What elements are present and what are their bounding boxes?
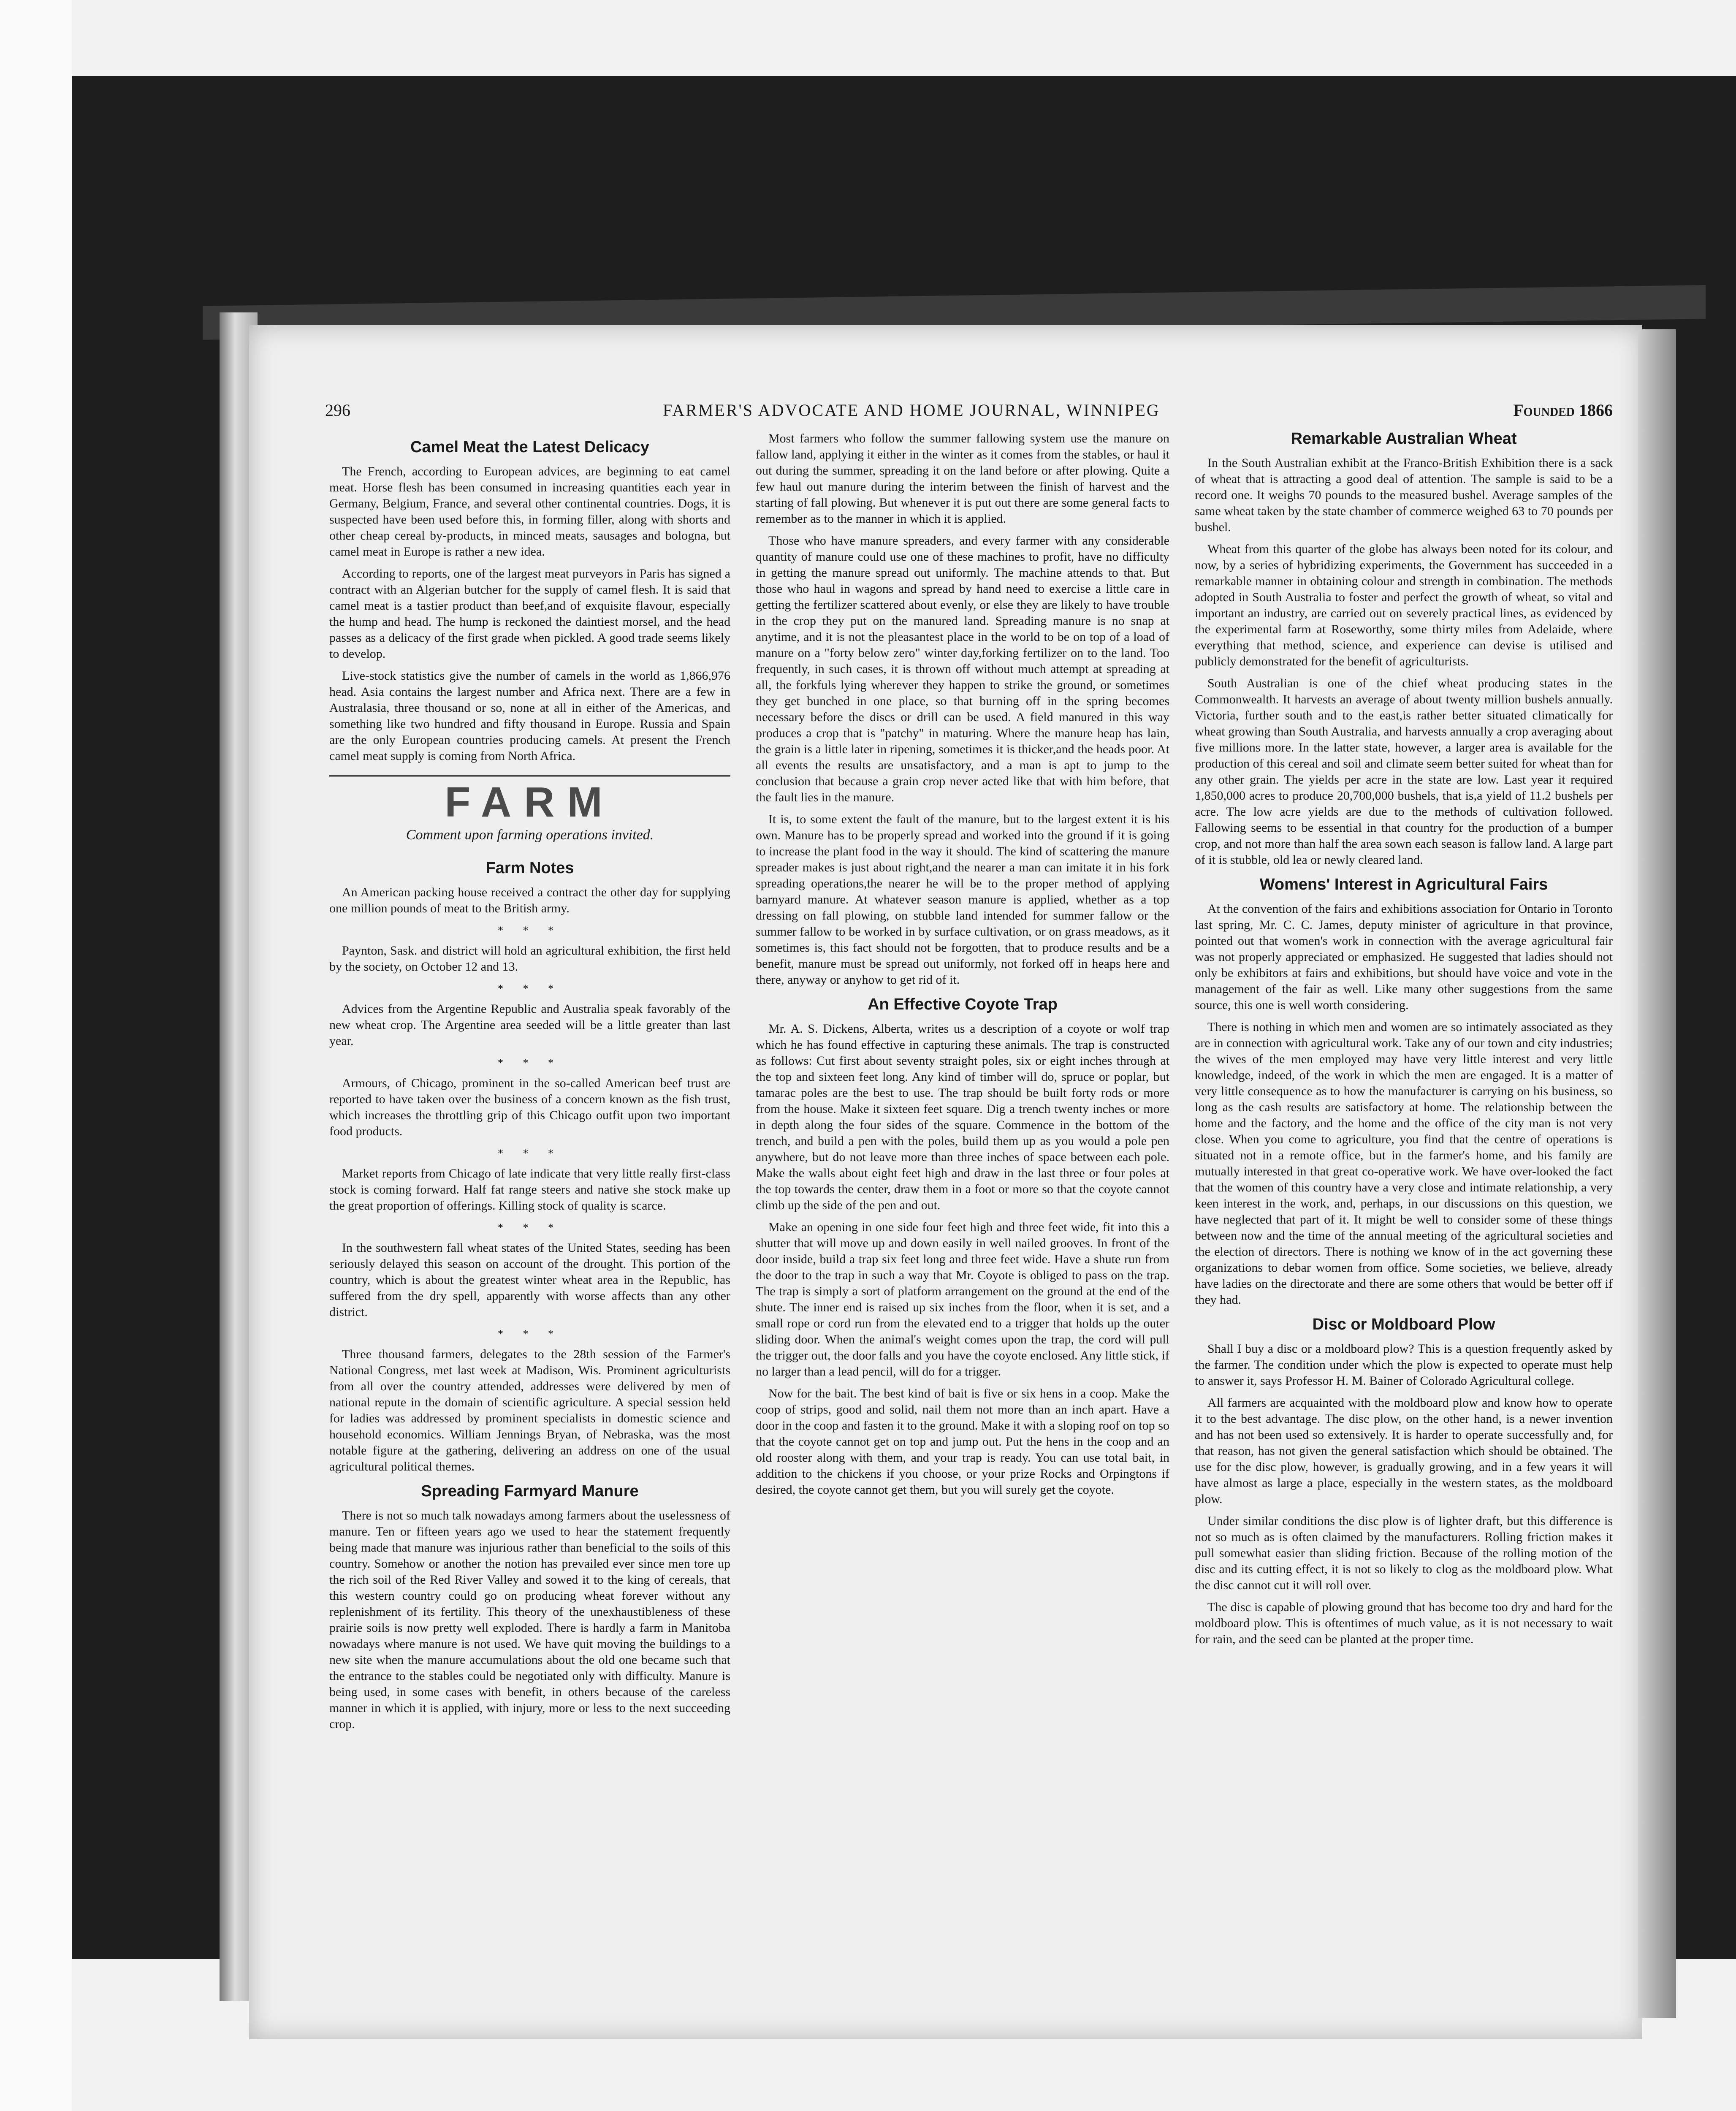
paragraph: It is, to some extent the fault of the manure, but to the largest extent it is his own. Manure has to be properly spread and worked into the ground if it is going to increase the plant food in the way it should. The kind of scattering the manure spreader makes is just about right,and the nearer a man can imitate it in his fork spreading operations,the nearer he will be to the proper method of applying barnyard manure. At whatever season manure is applied, whether as a top dressing on fall plowing, on stubble land intended for summer fallow or the summer fallow to be worked in by surface cultivation, or on grass meadows, as it sometimes is, this fact should not be forgotten, that to produce results and be a benefit, manure must be spread out uniformly, not forked off in heaps here and there, anyway or anyhow to get rid of it. (756, 812, 1169, 987)
article-title: Disc or Moldboard Plow (1312, 1316, 1495, 1333)
paragraph: Market reports from Chicago of late indicate that very little really first-class stock is coming forward. Half fat range steers and native she stock make up the great proportion of offerings. Killing stock of quality is scarce. (329, 1167, 730, 1213)
paragraph: South Australian is one of the chief wheat producing states in the Commonwealth. It harvests an average of about twenty million bushels annually. Victoria, further south and to the east,is rather better situated climatically for wheat growing than South Australia, and harvests annually a crop averaging about five millions more. In the latter state, however, a larger area is available for the production of this cereal and soil and climate seem better suited for wheat than for any other grain. The yields per acre in the state are low. Last year it required 1,850,000 acres to produce 20,700,000 bushels, that is,a yield of 11.2 bushels per acre. The low acre yields are due to the methods of cultivation followed. Fallowing seems to be essential in that country for the production of a bumper crop, and not more than half the area sown each season is fallow land. A large part of it is stubble, old lea or newly cleared land. (1195, 676, 1613, 867)
paragraph: At the convention of the fairs and exhibitions association for Ontario in Toronto last spring, Mr. C. C. James, deputy minister of agriculture in that province, pointed out that women's work in connection with the average agricultural fair was not properly appreciated or emphasized. He suggested that ladies should not only be exhibitors at fairs and exhibitions, but should have voice and vote in the management of the fair as well. Like many other suggestions from the same source, this one is well worth considering. (1195, 902, 1613, 1012)
paragraph: According to reports, one of the largest meat purveyors in Paris has signed a contract with an Algerian butcher for the supply of camel flesh. It is said that camel meat is a tastier product than beef,and of exquisite flavour, especially the hump and head. The hump is reckoned the daintiest morsel, and the head passes as a delicacy of the first grade when pickled. A good trade seems likely to develop. (329, 567, 730, 661)
article-title: Remarkable Australian Wheat (1291, 430, 1517, 448)
separator-stars: * * * (498, 982, 562, 995)
scan-margin (0, 0, 72, 2111)
separator-stars: * * * (498, 1057, 562, 1069)
article-title: Womens' Interest in Agricultural Fairs (1259, 876, 1548, 893)
section-subtitle: Comment upon farming operations invited. (406, 827, 654, 843)
column-2 (756, 431, 1169, 1504)
paragraph: There is nothing in which men and women are so intimately associated as they are in connection with agricultural work. Take any of our town and city industries; the wives of the men employed may have very little interest and very little knowledge, indeed, of the work in which the men are engaged. It is a matter of very little consequence as to how the manufacturer is carrying on his business, so long as the cash results are satisfactory at home. The relationship between the home and the factory, and the home and the office of the city man is not very close. When you come to agriculture, you find that the centre of operations is situated not in a remote office, but in the farmer's home, and his family are mutually interested in that great co-operative work. We have over-looked the fact that the women of this country have a very close and intimate relationship, a very keen interest in the work, and, perhaps, in our discussions on this question, we have neglected that part of it. It might be well to consider some of these things between now and the time of the annual meeting of the agricultural societies and the election of directors. There is nothing we know of in the act governing these organizations to debar women from office. Some societies, we believe, already have ladies on the directorate and there are some others that would be better off if they had. (1195, 1020, 1613, 1307)
paragraph: Shall I buy a disc or a moldboard plow? This is a question frequently asked by the farmer. The condition under which the plow is expected to operate must help to answer it, says Professor H. M. Bainer of Colorado Agricultural college. (1195, 1342, 1613, 1388)
separator-stars: * * * (498, 1221, 562, 1234)
paragraph: The French, according to European advices, are beginning to eat camel meat. Horse flesh has been consumed in increasing quantities each year in Germany, Belgium, France, and several other continental countries. Dogs, it is suspected have been used before this, in forming filler, along with shorts and other cheap cereal by-products, in minced meats, sausages and bologna, but camel meat in Europe is rather a new idea. (329, 464, 730, 559)
article-title: Camel Meat the Latest Delicacy (410, 438, 649, 456)
paragraph: Live-stock statistics give the number of camels in the world as 1,866,976 head. Asia contains the largest number and Africa next. There are a few in Australasia, three thousand or so, none at all in either of the Americas, and something like two hundred and fifty thousand in Europe. Russia and Spain are the only European countries producing camels. At present the French camel meat supply is coming from North Africa. (329, 669, 730, 763)
separator-stars: * * * (498, 924, 562, 936)
article-title: Spreading Farmyard Manure (421, 1482, 639, 1500)
paragraph: Three thousand farmers, delegates to the 28th session of the Farmer's National Congress, met last week at Madison, Wis. Prominent agriculturists from all over the country attended, addresses were delivered by men of national repute in the domain of scientific agriculture. A special session held for ladies was addressed by prominent specialists in domestic science and household economics. William Jennings Bryan, of Nebraska, was the most notable figure at the gathering, delivering an address on one of the usual agricultural political themes. (329, 1347, 730, 1473)
page-header (325, 400, 1613, 426)
page-number: 296 (325, 401, 350, 420)
paragraph: All farmers are acquainted with the moldboard plow and know how to operate it to the best advantage. The disc plow, on the other hand, is a newer invention and has not been used so extensively. It is harder to operate successfully and, for that reason, has not given the general satisfaction which should be obtained. The use for the disc plow, however, is gradually growing, and in a few years it will have almost as large a place, especially in the western states, as the moldboard plow. (1195, 1396, 1613, 1506)
paragraph: Make an opening in one side four feet high and three feet wide, fit into this a shutter that will move up and down easily in well nailed grooves. In front of the door inside, build a trap six feet long and three feet wide. Have a shute run from the door to the trap in such a way that Mr. Coyote is obliged to pass on the trap. The trap is simply a sort of platform arrangement on the ground at the end of the shute. The inner end is raised up six inches from the floor, when it is set, and a small rope or cord run from the elevated end to a trigger that holds up the outer sliding door. When the animal's weight comes upon the trap, the cord will pull the trigger out, the door falls and you have the coyote enclosed. Any little stick, if no larger than a lead pencil, will do for a trigger. (756, 1220, 1169, 1378)
paragraph: Those who have manure spreaders, and every farmer with any considerable quantity of manure could use one of these machines to profit, have no difficulty in getting the manure spread out uniformly. The machine attends to that. But those who haul in wagons and spread by hand need to exercise a little care in getting the fertilizer scattered about evenly, or else they are likely to have trouble in the crop they put on the manured land. Spreading manure is no snap at anytime, and it is not the pleasantest place in the world to be on top of a load of manure on a "forty below zero" winter day,forking fertilizer on to the land. Too frequently, in such cases, it is thrown off without much attempt at spreading at all, the forkfuls lying wherever they happen to strike the ground, or sometimes they get bunched in one place, so that burning off in the spring becomes necessary before the discs or drill can be used. A field manured in this way produces a crop that is "patchy" in maturing. Where the manure heap has lain, the grain is a little later in ripening, sometimes it is thicker,and the heads poor. At all events the results are unsatisfactory, and a man is apt to jump to the conclusion that because a grain crop never acted like that with him before, that the fault lies in the manure. (756, 534, 1169, 804)
separator-stars: * * * (498, 1328, 562, 1340)
separator-stars: * * * (498, 1147, 562, 1159)
page-right-edge (1638, 329, 1676, 2018)
founded-year: Founded 1866 (1513, 401, 1613, 420)
section-title: FARM (445, 779, 615, 826)
paragraph: Wheat from this quarter of the globe has always been noted for its colour, and now, by a series of hybridizing experiments, the Government has succeeded in a remarkable manner in obtaining colour and strength in combination. The methods adopted in South Australia to foster and perfect the growth of wheat, so vital and important an industry, are carried out on severely practical lines, as evidenced by the experimental farm at Roseworthy, some thirty miles from Adelaide, where everything that method, science, and experience can devise is utilised and publicly demonstrated for the benefit of agriculturists. (1195, 542, 1613, 668)
paragraph: The disc is capable of plowing ground that has become too dry and hard for the moldboard plow. This is oftentimes of much value, as it is not necessary to wait for rain, and the seed can be planted at the proper time. (1195, 1600, 1613, 1646)
paragraph: Mr. A. S. Dickens, Alberta, writes us a description of a coyote or wolf trap which he has found effective in capturing these animals. The trap is constructed as follows: Cut first about seventy straight poles, six or eight inches through at the top and sixteen feet long. Any kind of timber will do, spruce or poplar, but tamarac poles are the best to use. The trap should be built forty rods or more from the house. Make it sixteen feet square. Dig a trench twenty inches or more in depth along the four sides of the square. Commence in the bottom of the trench, and build a pen with the poles, build them up as you would a pole pen anywhere, but do not leave more than three inches of space between each pole. Make the walls about eight feet high and draw in the last three or four poles at the top towards the center, draw them in a foot or more so that the coyote cannot climb up the side of the pen and out. (756, 1022, 1169, 1212)
paragraph: Paynton, Sask. and district will hold an agricultural exhibition, the first held by the society, on October 12 and 13. (329, 944, 730, 974)
article-title: An Effective Coyote Trap (868, 996, 1058, 1013)
divider (329, 775, 730, 777)
paragraph: In the southwestern fall wheat states of the United States, seeding has been seriously delayed this season on account of the drought. This portion of the country, which is about the greatest winter wheat area in the Republic, has suffered from the dry spell, apparently with worse affects than any other district. (329, 1241, 730, 1319)
paragraph: In the South Australian exhibit at the Franco-British Exhibition there is a sack of wheat that is attracting a good deal of attention. The sample is said to be a record one. It weighs 70 pounds to the measured bushel. Average samples of the same wheat taken by the state chamber of commerce weighed 63 to 70 pounds per bushel. (1195, 456, 1613, 534)
column-1 (329, 431, 730, 1738)
article-title: Farm Notes (486, 859, 574, 877)
paragraph: Under similar conditions the disc plow is of lighter draft, but this difference is not so much as is often claimed by the manufacturers. Rolling friction makes it pull somewhat easier than sliding friction. Because of the rolling motion of the disc and its cutting effect, it is not so likely to clog as the moldboard plow. What the disc cannot cut it will roll over. (1195, 1514, 1613, 1592)
paragraph: Armours, of Chicago, prominent in the so-called American beef trust are reported to have taken over the business of a concern known as the fish trust, which increases the throttling grip of this Chicago outfit upon two important food products. (329, 1076, 730, 1138)
paragraph: An American packing house received a contract the other day for supplying one million pounds of meat to the British army. (329, 885, 730, 915)
paragraph: Now for the bait. The best kind of bait is five or six hens in a coop. Make the coop of strips, good and solid, nail them not more than an inch apart. Have a door in the coop and fasten it to the ground. Make it with a sloping roof on top so that the coyote cannot get on top and jump out. Put the hens in the coop and an old rooster along with them, and your trap is ready. You can use total bait, in addition to the chickens if you choose, or your prize Rocks and Orpingtons if desired, the coyote cannot get them, but you will surely get the coyote. (756, 1387, 1169, 1497)
paragraph: Most farmers who follow the summer fallowing system use the manure on fallow land, applying it either in the winter as it comes from the stables, or haul it out during the summer, spreading it on the land before or after plowing. Quite a few haul out manure during the interim between the finish of harvest and the starting of fall plowing. But whenever it is put out there are some general facts to remember as to the manner in which it is applied. (756, 431, 1169, 526)
paragraph: Advices from the Argentine Republic and Australia speak favorably of the new wheat crop. The Argentine area seeded will be a little greater than last year. (329, 1002, 730, 1048)
journal-title: FARMER'S ADVOCATE AND HOME JOURNAL, WINNIPEG (663, 401, 1160, 420)
paragraph: There is not so much talk nowadays among farmers about the uselessness of manure. Ten or fifteen years ago we used to hear the statement frequently being made that manure was injurious rather than beneficial to the soils of this country. Somehow or another the notion has prevailed ever since men tore up the rich soil of the Red River Valley and sowed it to the king of cereals, that this western country could go on producing wheat forever without any replenishment of its fertility. This theory of the unexhaustibleness of these prairie soils is now pretty well exploded. There is hardly a farm in Manitoba nowadays where manure is not used. We have quit moving the buildings to a new site when the manure accumulations about the old one became such that the entrance to the stables could be negotiated only with difficulty. Manure is being used, in some cases with benefit, in others because of the careless manner in which it is applied, with injury, more or less to the next succeeding crop. (329, 1509, 730, 1731)
column-3 (1195, 422, 1613, 1653)
